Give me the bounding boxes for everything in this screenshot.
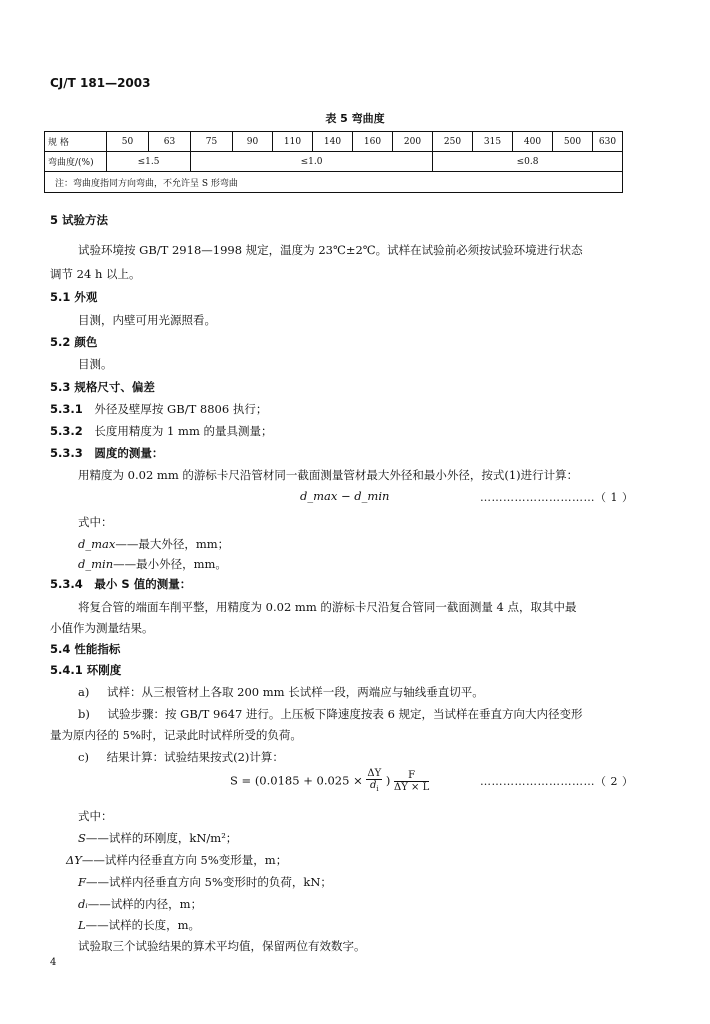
definition-di — [78, 896, 202, 912]
table-row-bending — [45, 152, 623, 172]
definition-di-text: ——试样的内径，m； — [87, 897, 203, 911]
bending-value-c: ≤0.8 — [433, 152, 623, 172]
section-5-3-4-number: 5.3.4 — [50, 577, 83, 591]
section-5-3-4-body-line2: 小值作为测量结果。 — [50, 621, 154, 635]
formula-2-fraction — [394, 770, 429, 793]
definition-l — [78, 917, 200, 933]
definition-dy — [66, 852, 287, 868]
size-cell: 400 — [513, 132, 553, 152]
section-5-3-2 — [50, 423, 273, 439]
section-5-3-1-body: 外径及壁厚按 GB/T 8806 执行； — [94, 402, 268, 416]
size-cell: 50 — [107, 132, 149, 152]
section-5-3-3-title: 圆度的测量： — [94, 446, 164, 460]
bending-value-b: ≤1.0 — [191, 152, 433, 172]
symbol-f: F — [78, 875, 86, 889]
size-cell: 63 — [149, 132, 191, 152]
definition-dmin — [78, 556, 227, 572]
section-5-1-body: 目测，内壁可用光源照看。 — [78, 313, 216, 327]
formula-2-ratio-num: ΔY — [367, 768, 382, 779]
section-5-1-title: 5.1 外观 — [50, 290, 98, 304]
table-row-sizes — [45, 132, 623, 152]
formula-1-where: 式中： — [78, 515, 113, 529]
section-5-3-4-body-line1: 将复合管的端面车削平整，用精度为 0.02 mm 的游标卡尺沿复合管同一截面测量 4 点，取其中最 — [78, 600, 577, 614]
bending-row-label: 弯曲度/(%) — [45, 152, 107, 172]
size-cell: 140 — [313, 132, 353, 152]
formula-2-left: S = (0.0185 + 0.025 × — [230, 773, 363, 788]
section-5-3-3-number: 5.3.3 — [50, 446, 83, 460]
section-5-3-4 — [50, 576, 191, 592]
page-number: 4 — [50, 957, 57, 968]
item-c — [78, 749, 284, 765]
definition-l-text: ——试样的长度，m。 — [85, 918, 201, 932]
section-5-3-1 — [50, 401, 267, 417]
size-cell: 250 — [433, 132, 473, 152]
size-cell: 200 — [393, 132, 433, 152]
definition-f — [78, 874, 332, 890]
formula-2-right-paren: ) — [385, 773, 391, 788]
section-5-body-line1: 试验环境按 GB/T 2918—1998 规定，温度为 23℃±2℃。试样在试验前必须按试验环境进行状态 — [78, 243, 583, 257]
section-5-3-title: 5.3 规格尺寸、偏差 — [50, 380, 155, 394]
item-a — [78, 684, 484, 700]
symbol-dy: ΔY — [66, 853, 82, 867]
symbol-di: dᵢ — [78, 897, 88, 911]
final-statement: 试验取三个试验结果的算术平均值，保留两位有效数字。 — [78, 939, 366, 953]
section-5-3-3 — [50, 445, 163, 461]
section-5-3-2-body: 长度用精度为 1 mm 的量具测量； — [94, 424, 273, 438]
formula-1: d_max − d_min — [300, 489, 390, 503]
definition-f-text: ——试样内径垂直方向 5%变形时的负荷，kN； — [85, 875, 332, 889]
symbol-dmax: d_max — [78, 537, 116, 551]
section-5-3-2-number: 5.3.2 — [50, 424, 83, 438]
section-5-body-line2: 调节 24 h 以上。 — [50, 267, 141, 281]
symbol-l: L — [78, 918, 86, 932]
definition-dmin-text: ——最小外径，mm。 — [113, 557, 227, 571]
definition-dmax — [78, 536, 229, 552]
section-5-2-body: 目测。 — [78, 357, 113, 371]
size-cell: 630 — [593, 132, 623, 152]
bending-value-a: ≤1.5 — [107, 152, 191, 172]
formula-2-ratio: $\frac{\Delta Y}{d_i}$ — [367, 768, 382, 793]
bending-table — [44, 131, 623, 193]
section-5-title: 5 试验方法 — [50, 213, 109, 227]
item-c-label: c) — [78, 750, 89, 764]
size-cell: 75 — [191, 132, 233, 152]
definition-s-text: ——试样的环刚度，kN/m²； — [85, 831, 238, 845]
symbol-s: S — [78, 831, 86, 845]
item-b-label: b) — [78, 707, 90, 721]
item-b — [78, 706, 583, 722]
item-b-text-line1: 试验步骤：按 GB/T 9647 进行。上压板下降速度按表 6 规定，当试样在垂直方向大内径变形 — [107, 707, 583, 721]
section-5-3-4-title: 最小 S 值的测量： — [94, 577, 192, 591]
size-cell: 315 — [473, 132, 513, 152]
symbol-dmin: d_min — [78, 557, 114, 571]
size-cell: 110 — [273, 132, 313, 152]
section-5-3-1-number: 5.3.1 — [50, 402, 83, 416]
standard-code: CJ/T 181—2003 — [50, 76, 151, 90]
formula-2-denominator: ΔY × L — [394, 782, 430, 793]
size-cell: 500 — [553, 132, 593, 152]
item-c-text: 结果计算：试验结果按式(2)计算： — [106, 750, 284, 764]
formula-2-number: …………………………（ 2 ） — [480, 775, 634, 788]
item-b-text-line2: 量为原内径的 5%时，记录此时试样所受的负荷。 — [50, 728, 302, 742]
section-5-4-1-title: 5.4.1 环刚度 — [50, 663, 122, 677]
section-5-4-title: 5.4 性能指标 — [50, 642, 121, 656]
definition-s — [78, 830, 237, 846]
table-note: 注：弯曲度指同方向弯曲，不允许呈 S 形弯曲 — [45, 172, 623, 193]
formula-2-numerator: F — [394, 770, 429, 782]
formula-2-ratio-den: d — [369, 780, 377, 791]
formula-2-where: 式中： — [78, 809, 113, 823]
section-5-3-3-body: 用精度为 0.02 mm 的游标卡尺沿管材同一截面测量管材最大外径和最小外径，按式(1)进行计算： — [78, 468, 579, 482]
definition-dmax-text: ——最大外径，mm； — [115, 537, 230, 551]
size-cell: 90 — [233, 132, 273, 152]
table-caption: 表 5 弯曲度 — [325, 112, 385, 125]
definition-dy-text: ——试样内径垂直方向 5%变形量，m； — [81, 853, 288, 867]
item-a-text: 试样：从三根管材上各取 200 mm 长试样一段，两端应与轴线垂直切平。 — [107, 685, 484, 699]
table-row-note — [45, 172, 623, 193]
size-cell: 160 — [353, 132, 393, 152]
section-5-2-title: 5.2 颜色 — [50, 335, 98, 349]
size-row-label: 规 格 — [45, 132, 107, 152]
formula-2 — [230, 768, 429, 795]
formula-1-number: …………………………（ 1 ） — [480, 491, 634, 504]
item-a-label: a) — [78, 685, 90, 699]
